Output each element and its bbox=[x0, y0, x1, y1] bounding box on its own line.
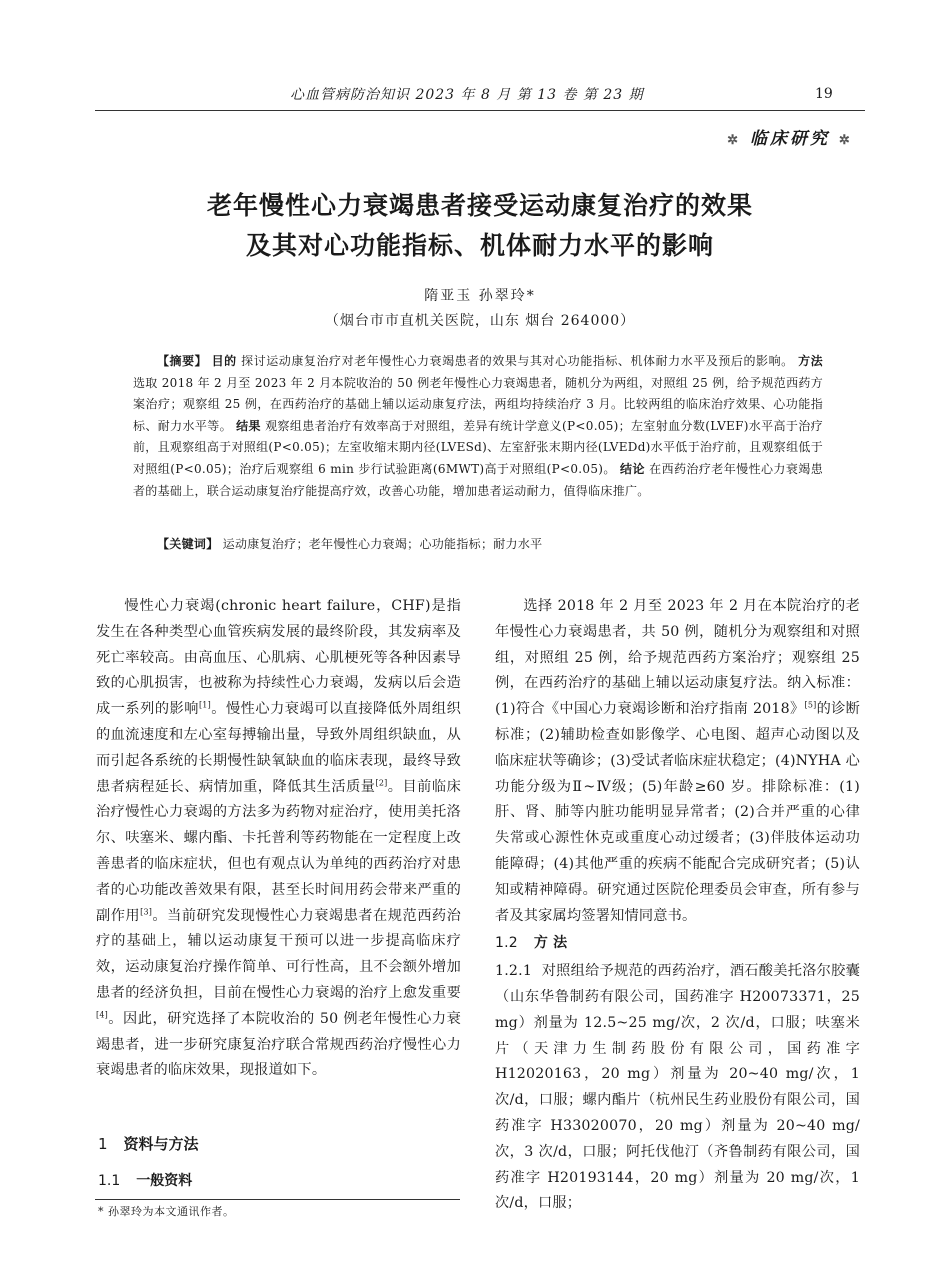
journal-header: 心血管病防治知识 2023 年 8 月 第 13 卷 第 23 期 bbox=[290, 87, 644, 103]
article-title-line1: 老年慢性心力衰竭患者接受运动康复治疗的效果 bbox=[206, 191, 753, 220]
citation[interactable]: [5] bbox=[804, 700, 817, 710]
section-tag-label: 临床研究 bbox=[750, 129, 830, 149]
general-text-a: 选择 2018 年 2 月至 2023 年 2 月在本院治疗的老年慢性心力衰竭患者，共 50 例，随机分为观察组和对照组，对照组 25 例，给予规范西药方案治疗；观察组 25 例，在西药治疗的基础上辅以运动康复疗法。纳入标准：(1)符合《中国心力衰竭诊断和治疗指南 2018》 bbox=[495, 598, 860, 718]
section-title: 资料与方法 bbox=[123, 1135, 199, 1153]
intro-text-d: 。当前研究发现慢性心力衰竭患者在规范西药治疗的基础上，辅以运动康复干预可以进一步提高临床疗效，运动康复治疗操作简单、可行性高，且不会额外增加患者的经济负担，目前在慢性心力衰竭的治疗上愈发重要 bbox=[96, 907, 461, 1001]
intro-text-e: 。因此，研究选择了本院收治的 50 例老年慢性心力衰竭患者，进一步研究康复治疗联合常规西药治疗慢性心力衰竭患者的临床效果，现报道如下。 bbox=[96, 1010, 461, 1079]
citation[interactable]: [1] bbox=[198, 700, 211, 710]
section-heading-1-2 bbox=[495, 931, 860, 957]
citation[interactable]: [2] bbox=[375, 777, 388, 787]
intro-text-c: 。目前临床治疗慢性心力衰竭的方法多为药物对症治疗，使用美托洛尔、呋塞米、螺内酯、卡托普利等药物能在一定程度上改善患者的临床症状，但也有观点认为单纯的西药治疗对患者的心功能改善效果有限，甚至长时间用药会带来严重的副作用 bbox=[96, 778, 461, 924]
section-number: 1 bbox=[98, 1135, 108, 1153]
abstract-label: 【摘要】 bbox=[157, 354, 208, 368]
authors: 隋亚玉 孙翠玲* bbox=[424, 288, 536, 304]
conclusion-label: 结论 bbox=[620, 461, 645, 476]
section-heading-1 bbox=[98, 1133, 199, 1154]
citation[interactable]: [4] bbox=[96, 1010, 108, 1020]
star-icon: ✲ bbox=[838, 133, 853, 148]
keywords bbox=[157, 535, 542, 552]
citation[interactable]: [3] bbox=[140, 906, 153, 916]
intro-text-b: 。慢性心力衰竭可以直接降低外周组织的血流速度和左心室每搏输出量，导致外周组织缺血，从而引起各系统的长期慢性缺氧缺血的临床表现，最终导致患者病程延长、病情加重，降低其生活质量 bbox=[96, 701, 462, 795]
star-icon: ✲ bbox=[727, 133, 742, 148]
method-paragraph bbox=[495, 959, 860, 1217]
section-tag bbox=[720, 124, 860, 149]
section-number: 1.2 bbox=[495, 935, 518, 952]
result-label: 结果 bbox=[236, 418, 261, 433]
column-right bbox=[495, 594, 860, 1217]
general-text-b: 的诊断标准；(2)辅助检查如影像学、心电图、超声心动图以及临床症状等确诊；(3)受试者临床症状稳定；(4)NYHA 心功能分级为Ⅱ~Ⅳ级；(5)年龄≥60 岁。排除标准：(1)肝、肾、肺等内脏功能明显异常者；(2)合并严重的心律失常或心源性休克或重度心动过缓者；(3)伴肢体运动功能障碍；(4)其他严重的疾病不能配合完成研究者；(5)认知或精神障碍。研究通过医院伦理委员会审查，所有参与者及其家属均签署知情同意书。 bbox=[495, 701, 860, 924]
method-label: 方法 bbox=[798, 354, 823, 368]
footnote: * 孙翠玲为本文通讯作者。 bbox=[98, 1205, 235, 1218]
aim-text: 探讨运动康复治疗对老年慢性心力衰竭患者的效果与其对心功能指标、机体耐力水平及预后的影响。 bbox=[241, 354, 794, 368]
result-text: 观察组患者治疗有效率高于对照组，差异有统计学意义(P<0.05)；左室射血分数(LVEF)水平高于治疗前，且观察组高于对照组(P<0.05)；左室收缩末期内径(LVESd)、左室舒张末期内径(LVEDd)水平低于治疗前，且观察组低于对照组(P<0.05)；治疗后观察组 6 min 步行试验距离(6MWT)高于对照组(P<0.05)。 bbox=[133, 418, 823, 476]
header-rule bbox=[95, 110, 865, 111]
subsection-number: 1.2.1 bbox=[495, 963, 533, 980]
method-text: 选取 2018 年 2 月至 2023 年 2 月本院收治的 50 例老年慢性心力衰竭患者，随机分为两组，对照组 25 例，给予规范西药方案治疗；观察组 25 例，在西药治疗的基础上辅以运动康复疗法，两组均持续治疗 3 月。比较两组的临床治疗效果、心功能指标、耐力水平等。 bbox=[133, 375, 823, 433]
page-number: 19 bbox=[815, 86, 833, 102]
section-heading-1-1 bbox=[98, 1170, 192, 1190]
keywords-label: 【关键词】 bbox=[157, 537, 219, 551]
conclusion-text: 在西药治疗老年慢性心力衰竭患者的基础上，联合运动康复治疗能提高疗效，改善心功能，增加患者运动耐力，值得临床推广。 bbox=[133, 461, 824, 498]
general-info-paragraph bbox=[495, 594, 860, 929]
keywords-text: 运动康复治疗；老年慢性心力衰竭；心功能指标；耐力水平 bbox=[222, 537, 543, 551]
section-number: 1.1 bbox=[98, 1173, 121, 1189]
intro-paragraph bbox=[96, 594, 461, 1084]
method-text: 对照组给予规范的西药治疗，酒石酸美托洛尔胶囊（山东华鲁制药有限公司，国药准字 H20073371，25 mg）剂量为 12.5~25 mg/次，2 次/d，口服；呋塞米片（天津力生制药股份有限公司，国药准字 H12020163，20 mg）剂量为 20~40 mg/次，1 次/d，口服；螺内酯片（杭州民生药业股份有限公司，国药准字 H33020070，20 mg）剂量为 20~40 mg/次，3 次/d，口服；阿托伐他汀（齐鲁制药有限公司，国药准字 H20193144，20 mg）剂量为 20 mg/次，1 次/d，口服； bbox=[495, 963, 860, 1212]
intro-text-a: 慢性心力衰竭(chronic heart failure，CHF)是指发生在各种类型心血管疾病发展的最终阶段，其发病率及死亡率较高。由高血压、心肌病、心肌梗死等各种因素导致的心肌损害，也被称为持续性心力衰竭，发病以后会造成一系列的影响 bbox=[96, 598, 461, 718]
section-title: 一般资料 bbox=[136, 1173, 193, 1189]
article-title-line2: 及其对心功能指标、机体耐力水平的影响 bbox=[245, 231, 714, 260]
footnote-rule bbox=[95, 1199, 460, 1200]
column-left bbox=[96, 594, 461, 1084]
section-title: 方 法 bbox=[533, 935, 568, 952]
aim-label: 目的 bbox=[211, 354, 237, 368]
abstract bbox=[133, 351, 823, 502]
affiliation: （烟台市市直机关医院，山东 烟台 264000） bbox=[324, 313, 636, 329]
